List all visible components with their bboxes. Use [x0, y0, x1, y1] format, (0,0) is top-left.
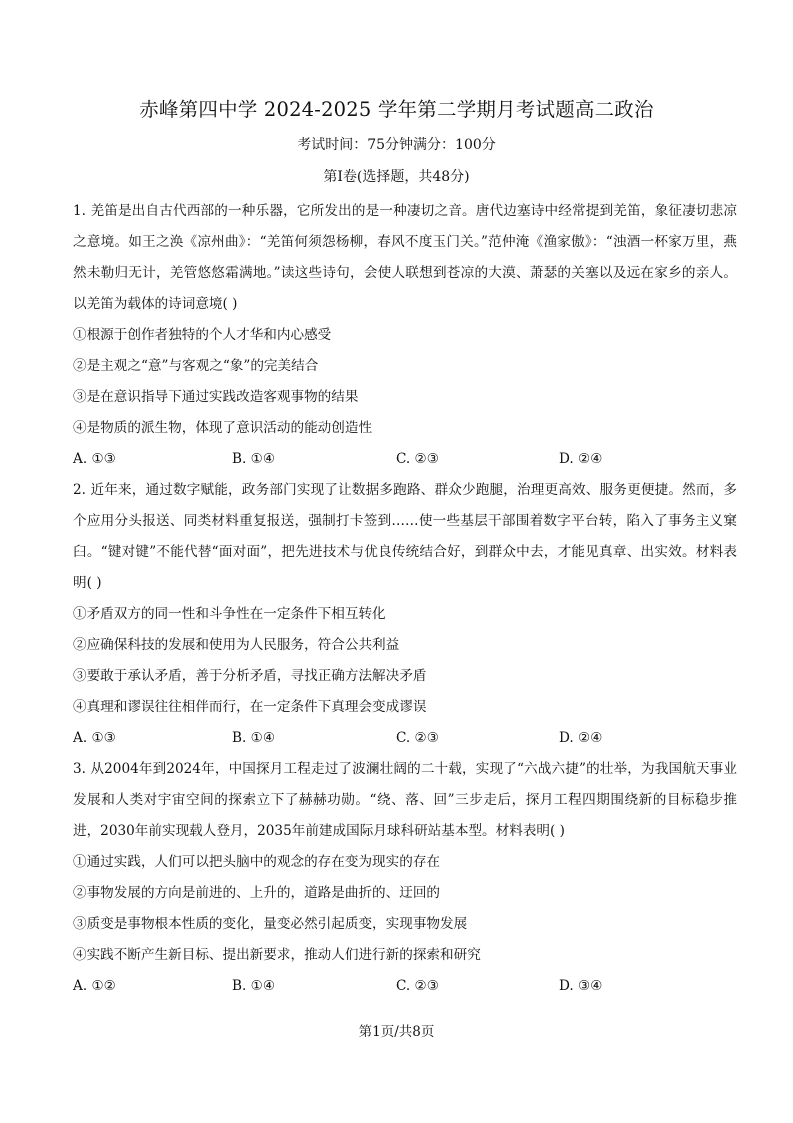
- choice-b: B. ①④: [232, 451, 276, 467]
- answer-choices: [73, 971, 737, 1002]
- question-stem: 2. 近年来，通过数字赋能，政务部门实现了让数据多跑路、群众少跑腿，治理更高效、服务更便捷。然而，多个应用分头报送、同类材料重复报送，强制打卡签到……使一些基层干部围着数字平台转，陷入了事务主义窠臼。“键对键”不能代替“面对面”，把先进技术与优良传统结合好，到群众中去，才能见真章、出实效。材料表明( ): [73, 482, 737, 591]
- question-stem: 3. 从2004年到2024年，中国探月工程走过了波澜壮阔的二十载，实现了“六战六捷”的壮举，为我国航天事业发展和人类对宇宙空间的探索立下了赫赫功勋。“绕、落、回”三步走后，探月工程四期围绕新的目标稳步推进，2030年前实现载人登月，2035年前建成国际月球科研站基本型。材料表明( ): [73, 761, 737, 839]
- statement-option: ②事物发展的方向是前进的、上升的，道路是曲折的、迂回的: [73, 885, 441, 901]
- choice-c: C. ②③: [396, 978, 439, 994]
- exam-info: 考试时间：75分钟满分：100分: [297, 137, 496, 153]
- page-number: 第1页/共8页: [358, 1024, 435, 1040]
- statement-option: ①通过实践，人们可以把头脑中的观念的存在变为现实的存在: [73, 854, 441, 870]
- statement-option: ④实践不断产生新目标、提出新要求，推动人们进行新的探索和研究: [73, 947, 481, 963]
- question-list: [73, 196, 737, 1002]
- answer-choices: [73, 444, 737, 475]
- question-stem: 1. 羌笛是出自古代西部的一种乐器，它所发出的是一种凄切之音。唐代边塞诗中经常提到羌笛，象征凄切悲凉之意境。如王之涣《凉州曲》：“羌笛何须怨杨柳，春风不度玉门关。”范仲淹《渔家傲》：“浊酒一杯家万里，燕然未勒归无计，羌管悠悠霜满地。”读这些诗句，会使人联想到苍凉的大漠、萧瑟的关塞以及远在家乡的亲人。以羌笛为载体的诗词意境( ): [73, 203, 737, 312]
- page-title: 赤峰第四中学 2024-2025 学年第二学期月考试题高二政治: [139, 98, 654, 121]
- statement-option: ①根源于创作者独特的个人才华和内心感受: [73, 327, 332, 343]
- choice-d: D. ③④: [559, 978, 603, 994]
- statement-option: ②是主观之“意”与客观之“象”的完美结合: [73, 358, 319, 374]
- choice-a: A. ①③: [73, 730, 116, 746]
- choice-c: C. ②③: [396, 730, 439, 746]
- choice-b: B. ①④: [232, 730, 276, 746]
- question-2: [73, 475, 737, 754]
- choice-d: D. ②④: [559, 451, 603, 467]
- statement-option: ③质变是事物根本性质的变化，量变必然引起质变，实现事物发展: [73, 916, 468, 932]
- choice-c: C. ②③: [396, 451, 439, 467]
- statement-option: ②应确保科技的发展和使用为人民服务，符合公共利益: [73, 637, 400, 653]
- statement-option: ③要敢于承认矛盾，善于分析矛盾，寻找正确方法解决矛盾: [73, 668, 427, 684]
- choice-a: A. ①③: [73, 451, 116, 467]
- statement-option: ④真理和谬误往往相伴而行，在一定条件下真理会变成谬误: [73, 699, 427, 715]
- section-heading: 第Ⅰ卷(选择题，共48分): [323, 169, 470, 185]
- choice-d: D. ②④: [559, 730, 603, 746]
- choice-a: A. ①②: [73, 978, 116, 994]
- question-3: [73, 754, 737, 1002]
- statement-option: ①矛盾双方的同一性和斗争性在一定条件下相互转化: [73, 606, 386, 622]
- statement-option: ④是物质的派生物，体现了意识活动的能动创造性: [73, 420, 373, 436]
- question-1: [73, 196, 737, 475]
- answer-choices: [73, 723, 737, 754]
- statement-option: ③是在意识指导下通过实践改造客观事物的结果: [73, 389, 359, 405]
- choice-b: B. ①④: [232, 978, 276, 994]
